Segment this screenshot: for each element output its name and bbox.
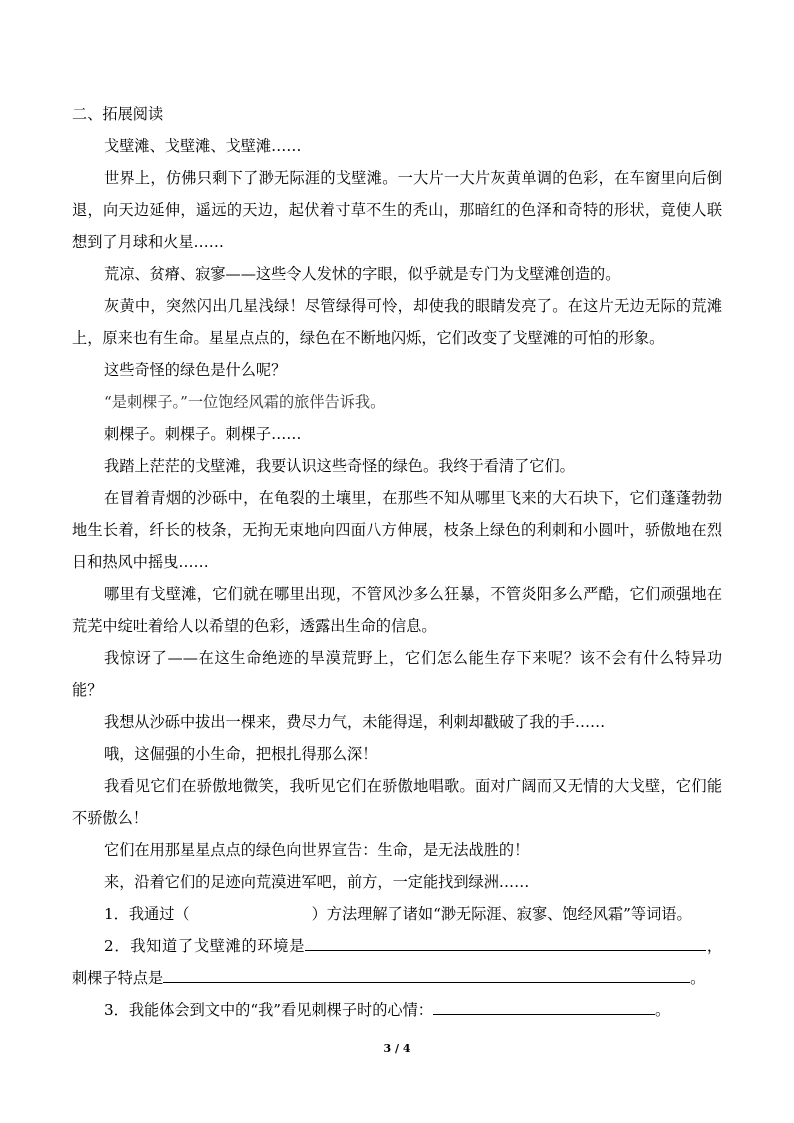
passage-paragraph: 我惊讶了——在这生命绝迹的旱漠荒野上，它们怎么能生存下来呢？该不会有什么特异功能？ (72, 649, 722, 699)
section-title: 二、拓展阅读 (72, 105, 164, 123)
passage-paragraph: 荒凉、贫瘠、寂寥——这些令人发怵的字眼，似乎就是专门为戈壁滩创造的。 (104, 265, 621, 283)
passage-paragraph: 我想从沙砾中拔出一棵来，费尽力气，未能得逞，利刺却戳破了我的手…… (104, 713, 606, 731)
question-2-answer-blank-traits[interactable] (163, 964, 690, 983)
page-number: 3 / 4 (383, 1042, 411, 1055)
passage-paragraph: 这些奇怪的绿色是什么呢？ (104, 361, 287, 379)
passage-paragraph: 哪里有戈壁滩，它们就在哪里出现，不管风沙多么狂暴，不管炎阳多么严酷，它们顽强地在荒芜中绽吐着给人以希望的色彩，透露出生命的信息。 (72, 585, 722, 635)
question-1 (72, 898, 722, 930)
passage-paragraph: 戈壁滩、戈壁滩、戈壁滩…… (104, 137, 302, 155)
question-3-answer-blank[interactable] (433, 996, 655, 1015)
question-3-prefix: 3．我能体会到文中的“我”看见刺棵子时的心情： (104, 1001, 433, 1019)
passage-paragraph: 我看见它们在骄傲地微笑，我听见它们在骄傲地唱歌。面对广阔而又无情的大戈壁，它们能不骄傲么！ (72, 777, 722, 827)
passage-paragraph: “是刺棵子。”一位饱经风霜的旅伴告诉我。 (104, 393, 386, 411)
question-2-part1: 2．我知道了戈壁滩的环境是 (104, 937, 306, 955)
document-body (72, 98, 722, 1026)
question-1-prefix: 1．我通过（ (104, 905, 190, 923)
question-2-answer-blank-environment[interactable] (305, 932, 706, 951)
passage-paragraph: 哦，这倔强的小生命，把根扎得那么深！ (104, 745, 378, 763)
passage-paragraph: 来，沿着它们的足迹向荒漠进军吧，前方，一定能找到绿洲…… (104, 873, 530, 891)
passage-paragraph: 世界上，仿佛只剩下了渺无际涯的戈壁滩。一大片一大片灰黄单调的色彩，在车窗里向后倒退，向天边延伸，遥远的天边，起伏着寸草不生的秃山，那暗红的色泽和奇特的形状，竟使人联想到了月球和火星…… (72, 169, 722, 251)
question-2-part2: ， (706, 937, 723, 955)
question-2-part4: 。 (690, 969, 706, 987)
question-1-suffix: ）方法理解了诸如“渺无际涯、寂寥、饱经风霜”等词语。 (311, 905, 692, 923)
passage-paragraph: 灰黄中，突然闪出几星浅绿！尽管绿得可怜，却使我的眼睛发亮了。在这片无边无际的荒滩上，原来也有生命。星星点点的，绿色在不断地闪烁，它们改变了戈壁滩的可怕的形象。 (72, 297, 722, 347)
passage-paragraph: 我踏上茫茫的戈壁滩，我要认识这些奇怪的绿色。我终于看清了它们。 (104, 457, 575, 475)
passage-paragraph: 在冒着青烟的沙砾中，在龟裂的土壤里，在那些不知从哪里飞来的大石块下，它们蓬蓬勃勃地生长着，纤长的枝条，无拘无束地向四面八方伸展，枝条上绿色的利刺和小圆叶，骄傲地在烈日和热风中摇曳…… (72, 489, 722, 571)
question-1-answer-blank[interactable] (190, 901, 312, 919)
question-2-part3: 刺棵子特点是 (72, 969, 164, 987)
passage-paragraph: 它们在用那星星点点的绿色向世界宣告：生命，是无法战胜的！ (104, 841, 530, 859)
passage-paragraph: 刺棵子。刺棵子。刺棵子…… (104, 425, 302, 443)
question-2 (72, 930, 722, 994)
question-3 (72, 994, 722, 1026)
question-3-suffix: 。 (654, 1001, 671, 1019)
